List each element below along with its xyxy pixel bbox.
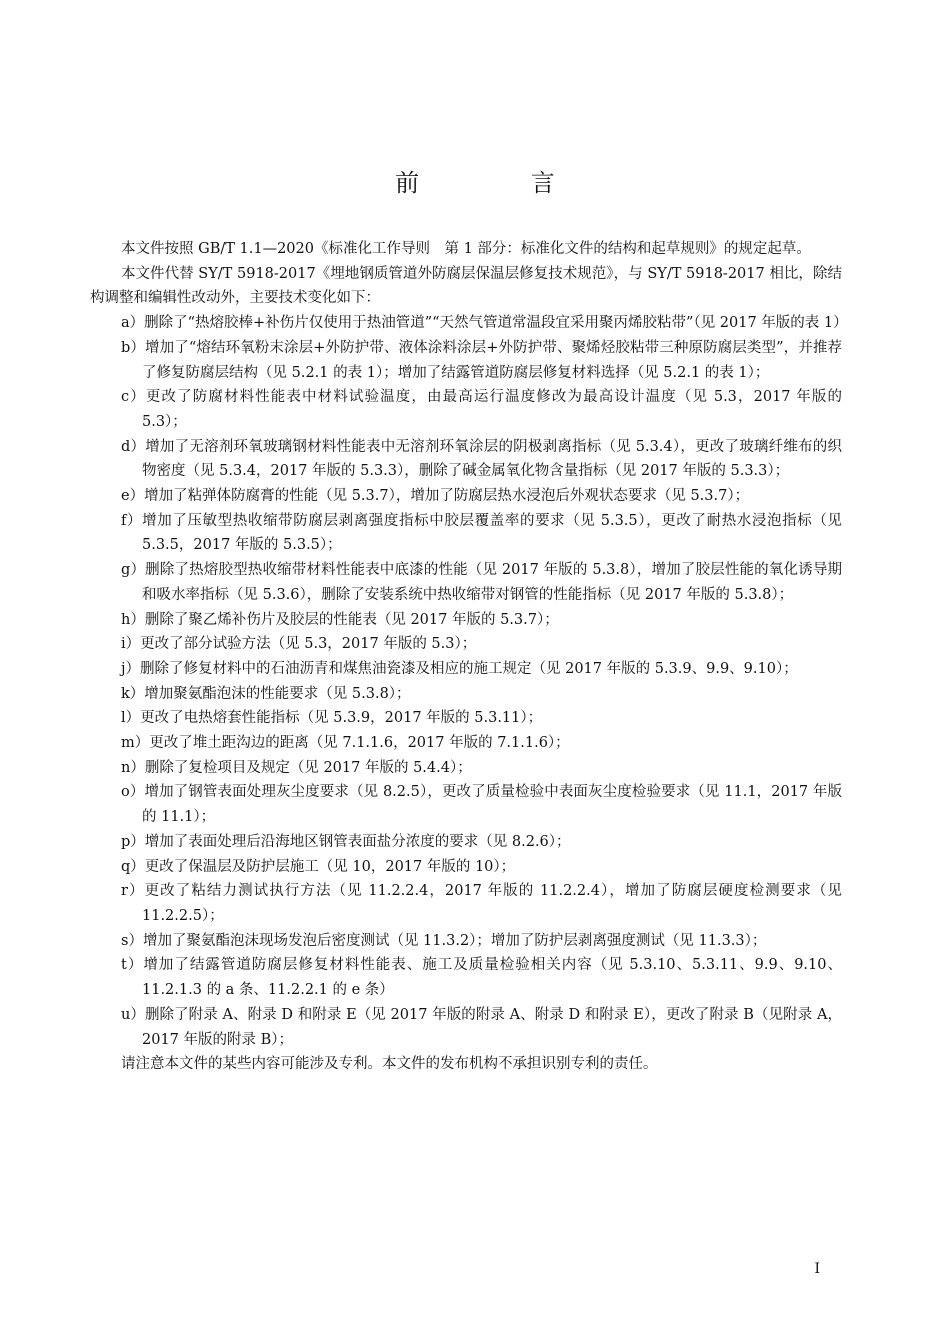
page-title: 前 言	[395, 169, 607, 198]
change-item-r: r）更改了粘结力测试执行方法（见 11.2.2.4，2017 年版的 11.2.2.4），增加了防腐层硬度检测要求（见 11.2.2.5）；	[121, 883, 842, 924]
change-item-o: o）增加了钢管表面处理灰尘度要求（见 8.2.5），更改了质量检验中表面灰尘度检验要求（见 11.1，2017 年版的 11.1）；	[121, 784, 842, 826]
change-item-l: l）更改了电热熔套性能指标（见 5.3.9，2017 年版的 5.3.11）；	[121, 710, 543, 727]
change-item-n: n）删除了复检项目及规定（见 2017 年版的 5.4.4）；	[121, 759, 472, 776]
paragraph-replacement-notice: 本文件代替 SY/T 5918-2017《埋地钢质管道外防腐层保温层修复技术规范》，与 SY/T 5918-2017 相比，除结构调整和编辑性改动外，主要技术变化如下：	[90, 265, 842, 307]
change-item-i: i）更改了部分试验方法（见 5.3，2017 年版的 5.3）；	[121, 636, 477, 653]
patent-notice: 请注意本文件的某些内容可能涉及专利。本文件的发布机构不承担识别专利的责任。	[121, 1056, 658, 1073]
change-item-c: c）更改了防腐材料性能表中材料试验温度，由最高运行温度修改为最高设计温度（见 5.3，2017 年版的 5.3）；	[121, 389, 842, 430]
change-item-m: m）更改了堆土距沟边的距离（见 7.1.1.6，2017 年版的 7.1.1.6）；	[121, 735, 570, 752]
paragraph-drafting-rules: 本文件按照 GB/T 1.1—2020《标准化工作导则 第 1 部分：标准化文件的结构和起草规则》的规定起草。	[121, 241, 811, 257]
change-item-q: q）更改了保温层及防护层施工（见 10，2017 年版的 10）；	[121, 858, 516, 875]
change-item-t: t）增加了结露管道防腐层修复材料性能表、施工及质量检验相关内容（见 5.3.10、5.3.11、9.9、9.10、11.2.1.3 的 a 条、11.2.2.1 的 e 条）	[121, 957, 842, 999]
change-item-b: b）增加了“熔结环氧粉末涂层+外防护带、液体涂料涂层+外防护带、聚烯烃胶粘带三种原防腐层类型”，并推荐了修复防腐层结构（见 5.2.1 的表 1）；增加了结露管道防腐层修复材料选择（见 5.2.1 的表 1）；	[121, 339, 842, 381]
change-item-k: k）增加聚氨酯泡沫的性能要求（见 5.3.8）；	[121, 685, 411, 702]
change-item-e: e）增加了粘弹体防腐膏的性能（见 5.3.7），增加了防腐层热水浸泡后外观状态要求（见 5.3.7）；	[121, 488, 750, 505]
change-item-u: u）删除了附录 A、附录 D 和附录 E（见 2017 年版的附录 A、附录 D 和附录 E），更改了附录 B（见附录 A，2017 年版的附录 B）；	[121, 1006, 842, 1048]
page-number: I	[814, 1261, 820, 1277]
change-item-g: g）删除了热熔胶型热收缩带材料性能表中底漆的性能（见 2017 年版的 5.3.8），增加了胶层性能的氧化诱导期和吸水率指标（见 5.3.6），删除了安装系统中热收缩带对钢管的性能指标（见 2017 年版的 5.3.8）；	[121, 562, 842, 603]
foreword-body	[90, 237, 848, 1077]
change-item-a: a）删除了“热熔胶棒+补伤片仅使用于热油管道”“天然气管道常温段宜采用聚丙烯胶粘带”（见 2017 年版的表 1）	[121, 315, 848, 332]
change-item-j: j）删除了修复材料中的石油沥青和煤焦油瓷漆及相应的施工规定（见 2017 年版的 5.3.9、9.9、9.10）；	[121, 660, 798, 677]
change-item-h: h）删除了聚乙烯补伤片及胶层的性能表（见 2017 年版的 5.3.7）；	[121, 611, 559, 628]
change-item-d: d）增加了无溶剂环氧玻璃钢材料性能表中无溶剂环氧涂层的阴极剥离指标（见 5.3.4），更改了玻璃纤维布的织物密度（见 5.3.4，2017 年版的 5.3.3），删除了碱金属氧化物含量指标（见 2017 年版的 5.3.3）；	[121, 438, 842, 480]
change-item-f: f）增加了压敏型热收缩带防腐层剥离强度指标中胶层覆盖率的要求（见 5.3.5），更改了耐热水浸泡指标（见 5.3.5，2017 年版的 5.3.5）；	[121, 512, 842, 554]
change-item-s: s）增加了聚氨酯泡沫现场发泡后密度测试（见 11.3.2）；增加了防护层剥离强度测试（见 11.3.3）；	[121, 932, 767, 949]
change-item-p: p）增加了表面处理后沿海地区钢管表面盐分浓度的要求（见 8.2.6）；	[121, 833, 571, 850]
